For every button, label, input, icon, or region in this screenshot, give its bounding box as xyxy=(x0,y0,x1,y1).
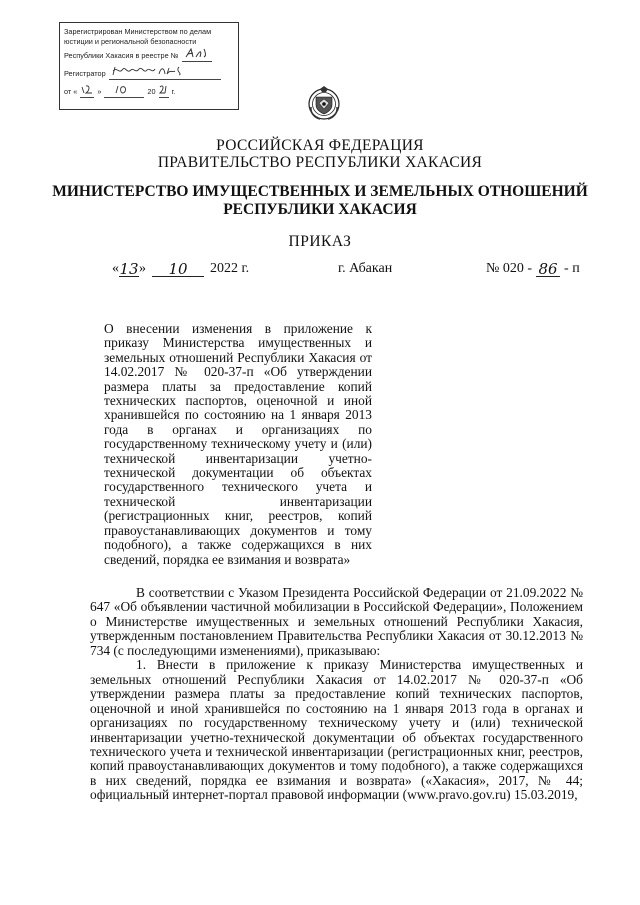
ministry-title-line-1: МИНИСТЕРСТВО ИМУЩЕСТВЕННЫХ И ЗЕМЕЛЬНЫХ ОТНОШЕНИЙ xyxy=(52,183,588,200)
date-open-quote: « xyxy=(112,261,119,276)
body-paragraph-item-1: 1. Внести в приложение к приказу Министерства имущественных и земельных отношений Республики Хакасия от 14.02.2017 № 020-37-п «Об утверждении размера платы за предоставление копий технических паспортов, оценочной и иной хранившейся по состоянию на 1 января 2013 года в органах и организациях по государственному техническому учету и (или) технической инвентаризации учетно-технической документации об объектах государственного технического учета и технической инвентаризации (регистрационных книг, реестров, копий правоустанавливающих документов и тому подобного), а также содержащихся в них сведений, порядка ее взимания и возврата» («Хакасия», 2017, № 44; официальный интернет-портал правовой информации (www.pravo.gov.ru) 15.03.2019, xyxy=(90,657,583,803)
date-close-quote: » xyxy=(139,261,146,276)
stamp-date-day xyxy=(80,84,94,98)
stamp-date-year xyxy=(159,84,169,98)
stamp-year-handwriting xyxy=(159,84,169,94)
header-ministry xyxy=(0,183,640,219)
stamp-registry-handwriting xyxy=(182,48,212,58)
stamp-year-prefix: 20 xyxy=(147,87,156,97)
stamp-date-suffix: г. xyxy=(171,87,176,97)
stamp-month-handwriting xyxy=(104,84,144,94)
stamp-registrar-label: Регистратор xyxy=(64,69,106,79)
registrar-signature xyxy=(109,65,221,80)
order-date-month: 10 xyxy=(152,262,204,277)
stamp-date-mid: » xyxy=(97,87,102,97)
stamp-text-ministry: Зарегистрирован Министерством по делам xyxy=(64,27,212,36)
header-federation: РОССИЙСКАЯ ФЕДЕРАЦИЯ xyxy=(216,137,424,154)
order-date-year: 2022 г. xyxy=(210,261,250,276)
order-date-day: 13 xyxy=(119,260,139,278)
stamp-line-1 xyxy=(64,27,234,37)
stamp-line-5 xyxy=(64,84,234,98)
stamp-line-2 xyxy=(64,37,234,47)
coat-of-arms-icon xyxy=(306,85,342,121)
order-date xyxy=(112,261,249,277)
stamp-text-justice: юстиции и региональной безопасности xyxy=(64,37,197,47)
document-type: ПРИКАЗ xyxy=(288,233,352,250)
order-number-suffix: - п xyxy=(564,261,580,276)
order-body xyxy=(90,586,583,803)
ministry-title-line-2: РЕСПУБЛИКИ ХАКАСИЯ xyxy=(223,201,417,218)
body-paragraph-preamble: В соответствии с Указом Президента Российской Федерации от 21.09.2022 № 647 «Об объявлении частичной мобилизации в Российской Федерации», Положением о Министерстве имущественных и земельных отношений Республики Хакасия, утвержденным постановлением Правительства Республики Хакасия от 30.12.2013 № 734 (с последующими изменениями), приказываю: xyxy=(90,585,583,658)
stamp-registry-number xyxy=(182,48,212,62)
registrar-signature-icon xyxy=(109,65,219,76)
order-date-line xyxy=(0,261,640,281)
registration-stamp xyxy=(59,22,239,110)
header-government: ПРАВИТЕЛЬСТВО РЕСПУБЛИКИ ХАКАСИЯ xyxy=(157,154,483,171)
stamp-date-month xyxy=(104,84,144,98)
order-subject: О внесении изменения в приложение к приказу Министерства имущественных и земельных отношений Республики Хакасия от 14.02.2017 № 020-37-п «Об утверждении размера платы за предоставление копий технических паспортов, оценочной и иной хранившейся по состоянию на 1 января 2013 года в органах и организациях по государственному техническому учету и (или) технической инвентаризации учетно-технической документации об объектах государственного технического учета и технической инвентаризации (регистрационных книг, реестров, копий правоустанавливающих документов и тому подобного), а также содержащихся в них сведений, порядка ее взимания и возврата» xyxy=(104,321,372,567)
order-number xyxy=(486,261,580,277)
stamp-line-4 xyxy=(64,65,234,80)
order-number-handwritten: 86 xyxy=(536,262,560,277)
stamp-line-3 xyxy=(64,48,234,62)
order-city: г. Абакан xyxy=(338,261,393,276)
stamp-day-handwriting xyxy=(80,84,94,94)
order-number-prefix: № 020 - xyxy=(486,261,533,276)
stamp-registry-label: Республики Хакасия в реестре № xyxy=(64,51,179,61)
stamp-date-prefix: от « xyxy=(64,87,78,97)
